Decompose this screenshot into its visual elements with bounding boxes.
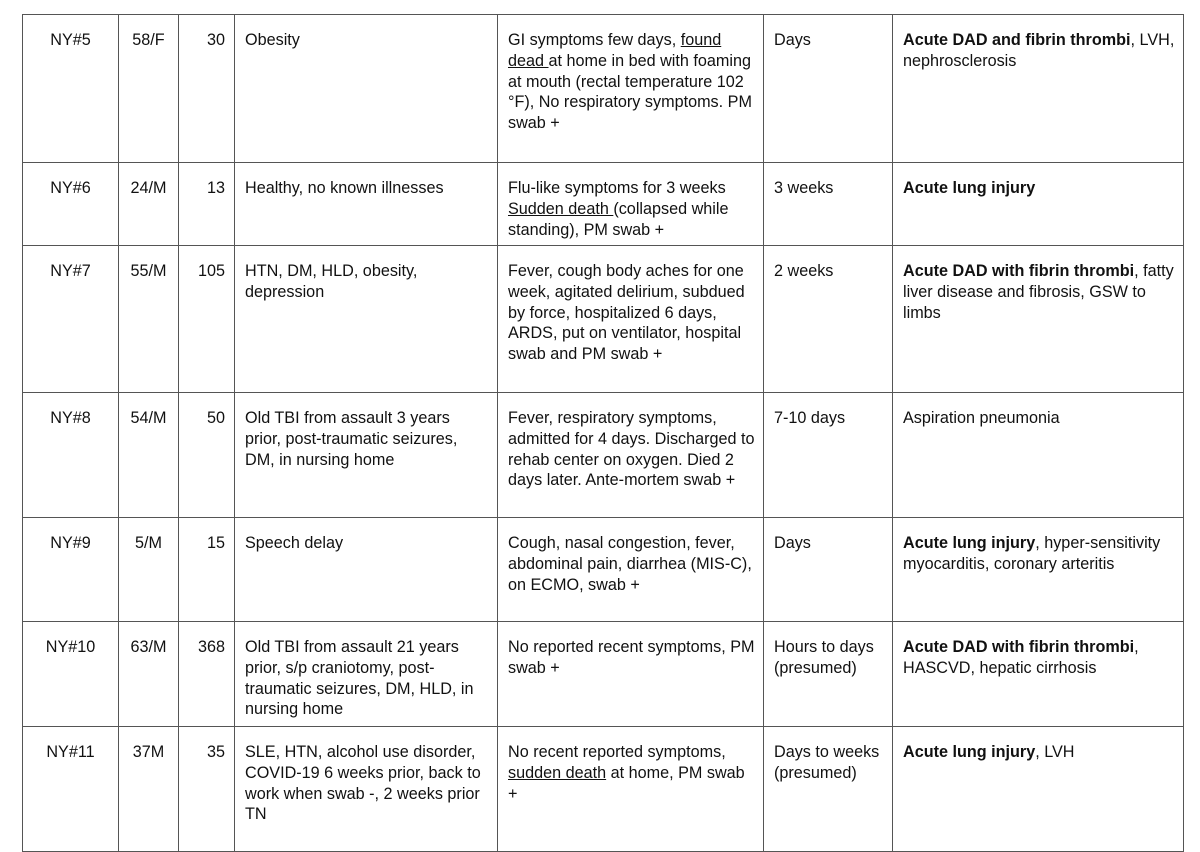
clinical-presentation-cell [498,727,764,852]
text-segment: No recent reported symptoms, [508,743,726,761]
bold-text-segment: Acute DAD with fibrin thrombi [903,262,1135,280]
autopsy-findings-cell [893,622,1184,727]
case-table-body [23,15,1184,852]
medical-history-cell: Speech delay [235,518,498,622]
medical-history-cell: Old TBI from assault 21 years prior, s/p craniotomy, post-traumatic seizures, DM, HLD, in nursing home [235,622,498,727]
age-sex-cell: 55/M [119,246,179,393]
table-row [23,393,1184,518]
medical-history-cell: Old TBI from assault 3 years prior, post-traumatic seizures, DM, in nursing home [235,393,498,518]
duration-cell: 7-10 days [764,393,893,518]
autopsy-findings-cell [893,393,1184,518]
duration-cell: Days [764,15,893,163]
age-sex-cell: 37M [119,727,179,852]
autopsy-findings-cell [893,15,1184,163]
table-row [23,727,1184,852]
case-id-cell: NY#9 [23,518,119,622]
case-id-cell: NY#7 [23,246,119,393]
bmi-cell: 368 [179,622,235,727]
age-sex-cell: 24/M [119,163,179,246]
medical-history-cell: HTN, DM, HLD, obesity, depression [235,246,498,393]
case-table-container [22,14,1184,852]
bmi-cell: 30 [179,15,235,163]
table-row [23,15,1184,163]
case-table [22,14,1184,852]
case-id-cell: NY#11 [23,727,119,852]
text-segment: at home, PM swab + [508,763,745,803]
text-segment: Cough, nasal congestion, fever, abdominal pain, diarrhea (MIS-C), on ECMO, swab + [508,534,752,594]
case-id-cell: NY#10 [23,622,119,727]
autopsy-findings-cell [893,246,1184,393]
clinical-presentation-cell [498,518,764,622]
case-id-cell: NY#6 [23,163,119,246]
text-segment: No reported recent symptoms, PM swab + [508,638,755,677]
duration-cell: Days to weeks (presumed) [764,727,893,852]
clinical-presentation-cell [498,163,764,246]
age-sex-cell: 5/M [119,518,179,622]
autopsy-findings-cell [893,727,1184,852]
clinical-presentation-cell [498,393,764,518]
text-segment: at home in bed with foaming at mouth (rectal temperature 102 °F), No respiratory symptoms. PM swab + [508,51,752,133]
text-segment: (collapsed while standing), PM swab + [508,199,729,239]
bold-text-segment: Acute lung injury [903,534,1036,552]
duration-cell: 2 weeks [764,246,893,393]
text-segment: , LVH, nephrosclerosis [903,31,1175,70]
bold-text-segment: Acute lung injury [903,179,1036,197]
duration-cell: 3 weeks [764,163,893,246]
table-row [23,163,1184,246]
underlined-text-segment: Sudden death [508,199,614,218]
text-segment: , LVH [1035,743,1075,761]
table-row [23,246,1184,393]
bmi-cell: 15 [179,518,235,622]
text-segment: , hyper-sensitivity myocarditis, coronary arteritis [903,534,1161,573]
clinical-presentation-cell [498,246,764,393]
bmi-cell: 105 [179,246,235,393]
age-sex-cell: 54/M [119,393,179,518]
text-segment: GI symptoms few days, [508,31,681,49]
bmi-cell: 35 [179,727,235,852]
table-row [23,518,1184,622]
table-row [23,622,1184,727]
bold-text-segment: Acute DAD and fibrin thrombi [903,31,1131,49]
text-segment: Fever, respiratory symptoms, admitted for 4 days. Discharged to rehab center on oxygen. Died 2 days later. Ante-mortem swab + [508,409,755,490]
medical-history-cell: Healthy, no known illnesses [235,163,498,246]
text-segment: Aspiration pneumonia [903,409,1060,427]
text-segment: , fatty liver disease and fibrosis, GSW to limbs [903,262,1174,322]
age-sex-cell: 58/F [119,15,179,163]
text-segment: Flu-like symptoms for 3 weeks [508,179,726,197]
medical-history-cell: Obesity [235,15,498,163]
text-segment: Fever, cough body aches for one week, agitated delirium, subdued by force, hospitalized 6 days, ARDS, put on ventilator, hospital swab and PM swab + [508,262,745,364]
bold-text-segment: Acute lung injury [903,743,1036,761]
clinical-presentation-cell [498,15,764,163]
age-sex-cell: 63/M [119,622,179,727]
clinical-presentation-cell [498,622,764,727]
underlined-text-segment: found dead [508,31,722,70]
duration-cell: Days [764,518,893,622]
text-segment: , HASCVD, hepatic cirrhosis [903,638,1139,677]
autopsy-findings-cell [893,163,1184,246]
underlined-text-segment: sudden death [508,763,607,782]
case-id-cell: NY#5 [23,15,119,163]
bmi-cell: 50 [179,393,235,518]
bmi-cell: 13 [179,163,235,246]
medical-history-cell: SLE, HTN, alcohol use disorder, COVID-19 6 weeks prior, back to work when swab -, 2 weeks prior TN [235,727,498,852]
case-id-cell: NY#8 [23,393,119,518]
bold-text-segment: Acute DAD with fibrin thrombi [903,638,1135,656]
autopsy-findings-cell [893,518,1184,622]
duration-cell: Hours to days (presumed) [764,622,893,727]
